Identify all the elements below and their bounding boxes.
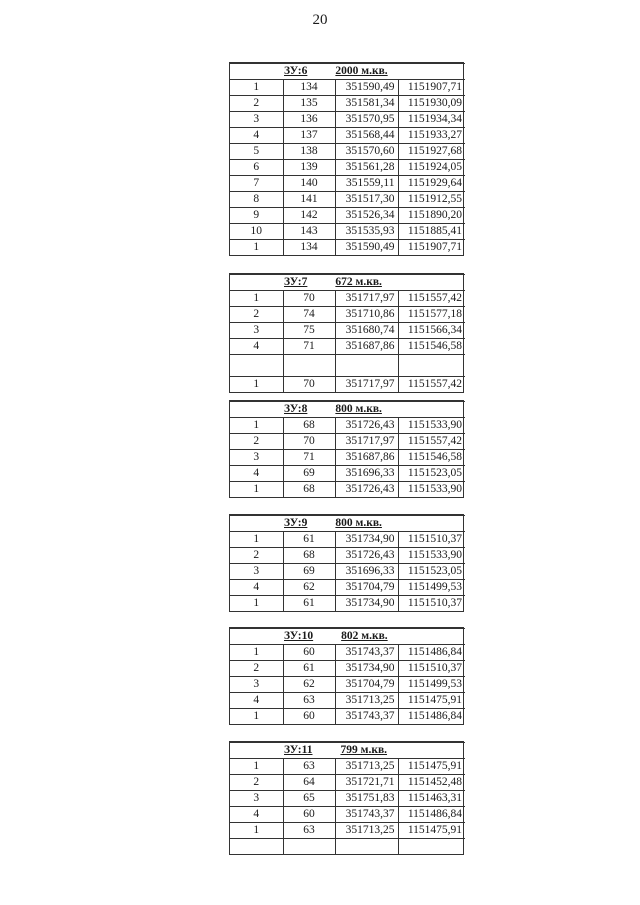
point-number: 65 — [283, 791, 335, 807]
coord-x: 351696,33 — [335, 466, 398, 482]
table-row — [230, 775, 465, 791]
coord-x: 351535,93 — [335, 224, 398, 240]
table-row — [230, 466, 465, 482]
coord-x: 351713,25 — [335, 823, 398, 839]
coord-y: 1151499,53 — [398, 677, 465, 693]
row-index — [230, 839, 283, 855]
row-index: 1 — [230, 759, 283, 775]
row-index: 2 — [230, 96, 283, 112]
point-number: 68 — [283, 548, 335, 564]
point-number: 137 — [283, 128, 335, 144]
parcel-table — [229, 514, 464, 612]
parcel-area: 800 м.кв. — [335, 403, 382, 415]
coord-x: 351751,83 — [335, 791, 398, 807]
parcel-table — [229, 62, 464, 256]
coord-y: 1151557,42 — [398, 434, 465, 450]
row-index: 3 — [230, 323, 283, 339]
coord-x: 351743,37 — [335, 645, 398, 661]
table-row — [230, 596, 465, 612]
coord-x: 351721,71 — [335, 775, 398, 791]
table-row — [230, 418, 465, 434]
coord-x: 351717,97 — [335, 291, 398, 307]
table-row — [230, 839, 465, 855]
coord-y: 1151510,37 — [398, 596, 465, 612]
coord-y: 1151533,90 — [398, 418, 465, 434]
coord-x: 351568,44 — [335, 128, 398, 144]
point-number: 62 — [283, 580, 335, 596]
row-index: 1 — [230, 377, 283, 393]
coord-x: 351517,30 — [335, 192, 398, 208]
row-index: 1 — [230, 596, 283, 612]
row-index: 1 — [230, 823, 283, 839]
coord-x: 351570,60 — [335, 144, 398, 160]
coord-y: 1151452,48 — [398, 775, 465, 791]
table-row — [230, 807, 465, 823]
table-row — [230, 192, 465, 208]
row-index: 4 — [230, 580, 283, 596]
parcel-area: 799 м.кв. — [340, 744, 388, 756]
row-index: 9 — [230, 208, 283, 224]
point-number: 143 — [283, 224, 335, 240]
parcel-code: ЗУ:6 — [284, 65, 308, 77]
parcel-title — [230, 402, 465, 418]
coord-x: 351717,97 — [335, 434, 398, 450]
point-number: 71 — [283, 450, 335, 466]
parcel-table — [229, 741, 464, 855]
point-number: 61 — [283, 532, 335, 548]
coord-y — [398, 355, 465, 377]
row-index: 10 — [230, 224, 283, 240]
row-index: 8 — [230, 192, 283, 208]
table-row — [230, 677, 465, 693]
coord-y: 1151510,37 — [398, 661, 465, 677]
table-row — [230, 224, 465, 240]
parcel-table — [229, 627, 464, 725]
coord-x: 351570,95 — [335, 112, 398, 128]
coord-x: 351726,43 — [335, 418, 398, 434]
parcel-code: ЗУ:8 — [284, 403, 308, 415]
coord-y: 1151566,34 — [398, 323, 465, 339]
point-number: 61 — [283, 596, 335, 612]
coord-y: 1151499,53 — [398, 580, 465, 596]
point-number: 70 — [283, 434, 335, 450]
parcel-table — [229, 400, 464, 498]
coord-x: 351687,86 — [335, 339, 398, 355]
parcel-code: ЗУ:11 — [284, 744, 313, 756]
row-index: 4 — [230, 693, 283, 709]
coord-x: 351559,11 — [335, 176, 398, 192]
row-index: 2 — [230, 434, 283, 450]
coord-x: 351704,79 — [335, 677, 398, 693]
table-row — [230, 580, 465, 596]
parcel-area: 2000 м.кв. — [335, 65, 388, 77]
coord-x: 351710,86 — [335, 307, 398, 323]
coord-y: 1151486,84 — [398, 807, 465, 823]
table-row — [230, 661, 465, 677]
coord-y: 1151523,05 — [398, 564, 465, 580]
point-number: 142 — [283, 208, 335, 224]
coord-y: 1151546,58 — [398, 450, 465, 466]
parcel-title — [230, 275, 465, 291]
coord-y: 1151577,18 — [398, 307, 465, 323]
table-row — [230, 482, 465, 498]
table-row — [230, 377, 465, 393]
point-number — [283, 355, 335, 377]
row-index: 1 — [230, 709, 283, 725]
coord-y: 1151523,05 — [398, 466, 465, 482]
row-index: 4 — [230, 466, 283, 482]
coord-x: 351734,90 — [335, 596, 398, 612]
row-index: 3 — [230, 112, 283, 128]
row-index: 3 — [230, 677, 283, 693]
table-row — [230, 240, 465, 256]
point-number: 60 — [283, 807, 335, 823]
point-number: 70 — [283, 291, 335, 307]
coord-y: 1151912,55 — [398, 192, 465, 208]
coord-y: 1151927,68 — [398, 144, 465, 160]
coord-y: 1151546,58 — [398, 339, 465, 355]
table-row — [230, 208, 465, 224]
point-number: 134 — [283, 80, 335, 96]
point-number: 139 — [283, 160, 335, 176]
point-number: 61 — [283, 661, 335, 677]
table-row — [230, 144, 465, 160]
parcel-title — [230, 516, 465, 532]
table-row — [230, 823, 465, 839]
coord-x: 351581,34 — [335, 96, 398, 112]
table-row — [230, 759, 465, 775]
coord-y: 1151885,41 — [398, 224, 465, 240]
coord-y: 1151557,42 — [398, 377, 465, 393]
coord-y: 1151933,27 — [398, 128, 465, 144]
table-row — [230, 450, 465, 466]
point-number: 140 — [283, 176, 335, 192]
row-index: 1 — [230, 80, 283, 96]
row-index: 3 — [230, 450, 283, 466]
parcel-area: 800 м.кв. — [335, 517, 382, 529]
table-row — [230, 548, 465, 564]
table-row — [230, 434, 465, 450]
point-number: 138 — [283, 144, 335, 160]
point-number: 74 — [283, 307, 335, 323]
row-index: 1 — [230, 418, 283, 434]
point-number: 60 — [283, 645, 335, 661]
point-number: 60 — [283, 709, 335, 725]
point-number: 63 — [283, 693, 335, 709]
coord-y: 1151463,31 — [398, 791, 465, 807]
row-index: 3 — [230, 564, 283, 580]
row-index: 1 — [230, 291, 283, 307]
coord-x: 351704,79 — [335, 580, 398, 596]
table-row — [230, 791, 465, 807]
coord-y: 1151930,09 — [398, 96, 465, 112]
point-number: 136 — [283, 112, 335, 128]
coord-x: 351743,37 — [335, 807, 398, 823]
point-number: 64 — [283, 775, 335, 791]
row-index: 1 — [230, 645, 283, 661]
point-number: 69 — [283, 466, 335, 482]
row-index: 4 — [230, 128, 283, 144]
table-row — [230, 693, 465, 709]
table-row — [230, 176, 465, 192]
coord-x: 351743,37 — [335, 709, 398, 725]
coord-y — [398, 839, 465, 855]
row-index: 4 — [230, 339, 283, 355]
table-row — [230, 564, 465, 580]
point-number: 68 — [283, 482, 335, 498]
row-index: 1 — [230, 482, 283, 498]
parcel-code: ЗУ:7 — [284, 276, 308, 288]
point-number: 141 — [283, 192, 335, 208]
coord-y: 1151890,20 — [398, 208, 465, 224]
row-index: 2 — [230, 307, 283, 323]
coord-y: 1151475,91 — [398, 823, 465, 839]
coord-x: 351561,28 — [335, 160, 398, 176]
row-index: 2 — [230, 548, 283, 564]
coord-y: 1151486,84 — [398, 709, 465, 725]
coord-x: 351680,74 — [335, 323, 398, 339]
row-index: 6 — [230, 160, 283, 176]
point-number: 71 — [283, 339, 335, 355]
table-row — [230, 532, 465, 548]
point-number: 69 — [283, 564, 335, 580]
coord-x: 351713,25 — [335, 759, 398, 775]
coord-y: 1151929,64 — [398, 176, 465, 192]
parcel-title — [230, 629, 465, 645]
page-number: 20 — [312, 12, 328, 28]
coord-y: 1151557,42 — [398, 291, 465, 307]
row-index: 4 — [230, 807, 283, 823]
coord-x: 351726,43 — [335, 548, 398, 564]
table-row — [230, 96, 465, 112]
row-index: 2 — [230, 661, 283, 677]
table-row — [230, 339, 465, 355]
point-number: 63 — [283, 823, 335, 839]
coord-x: 351734,90 — [335, 661, 398, 677]
parcel-area: 802 м.кв. — [341, 630, 388, 642]
coord-x: 351726,43 — [335, 482, 398, 498]
row-index: 3 — [230, 791, 283, 807]
point-number: 135 — [283, 96, 335, 112]
row-index: 1 — [230, 532, 283, 548]
table-row — [230, 160, 465, 176]
row-index: 5 — [230, 144, 283, 160]
coord-x — [335, 355, 398, 377]
point-number: 70 — [283, 377, 335, 393]
coord-y: 1151907,71 — [398, 80, 465, 96]
coord-x — [335, 839, 398, 855]
row-index: 1 — [230, 240, 283, 256]
parcel-area: 672 м.кв. — [335, 276, 382, 288]
coord-y: 1151907,71 — [398, 240, 465, 256]
table-row — [230, 709, 465, 725]
coord-x: 351713,25 — [335, 693, 398, 709]
row-index — [230, 355, 283, 377]
parcel-code: ЗУ:10 — [284, 630, 314, 642]
coord-x: 351590,49 — [335, 240, 398, 256]
coord-y: 1151533,90 — [398, 548, 465, 564]
coord-y: 1151486,84 — [398, 645, 465, 661]
coord-x: 351687,86 — [335, 450, 398, 466]
parcel-table — [229, 273, 464, 393]
table-row — [230, 80, 465, 96]
coord-y: 1151924,05 — [398, 160, 465, 176]
table-row — [230, 323, 465, 339]
table-row — [230, 128, 465, 144]
parcel-code: ЗУ:9 — [284, 517, 308, 529]
table-row — [230, 112, 465, 128]
parcel-title — [230, 743, 465, 759]
table-row — [230, 291, 465, 307]
point-number: 68 — [283, 418, 335, 434]
coord-y: 1151934,34 — [398, 112, 465, 128]
coord-x: 351696,33 — [335, 564, 398, 580]
coord-x: 351590,49 — [335, 80, 398, 96]
row-index: 2 — [230, 775, 283, 791]
point-number: 63 — [283, 759, 335, 775]
table-row — [230, 645, 465, 661]
point-number — [283, 839, 335, 855]
table-row — [230, 307, 465, 323]
table-row — [230, 355, 465, 377]
row-index: 7 — [230, 176, 283, 192]
point-number: 75 — [283, 323, 335, 339]
coord-y: 1151510,37 — [398, 532, 465, 548]
point-number: 134 — [283, 240, 335, 256]
parcel-title — [230, 64, 465, 80]
coord-y: 1151533,90 — [398, 482, 465, 498]
coord-y: 1151475,91 — [398, 693, 465, 709]
coord-x: 351734,90 — [335, 532, 398, 548]
point-number: 62 — [283, 677, 335, 693]
coord-x: 351717,97 — [335, 377, 398, 393]
coord-x: 351526,34 — [335, 208, 398, 224]
coord-y: 1151475,91 — [398, 759, 465, 775]
